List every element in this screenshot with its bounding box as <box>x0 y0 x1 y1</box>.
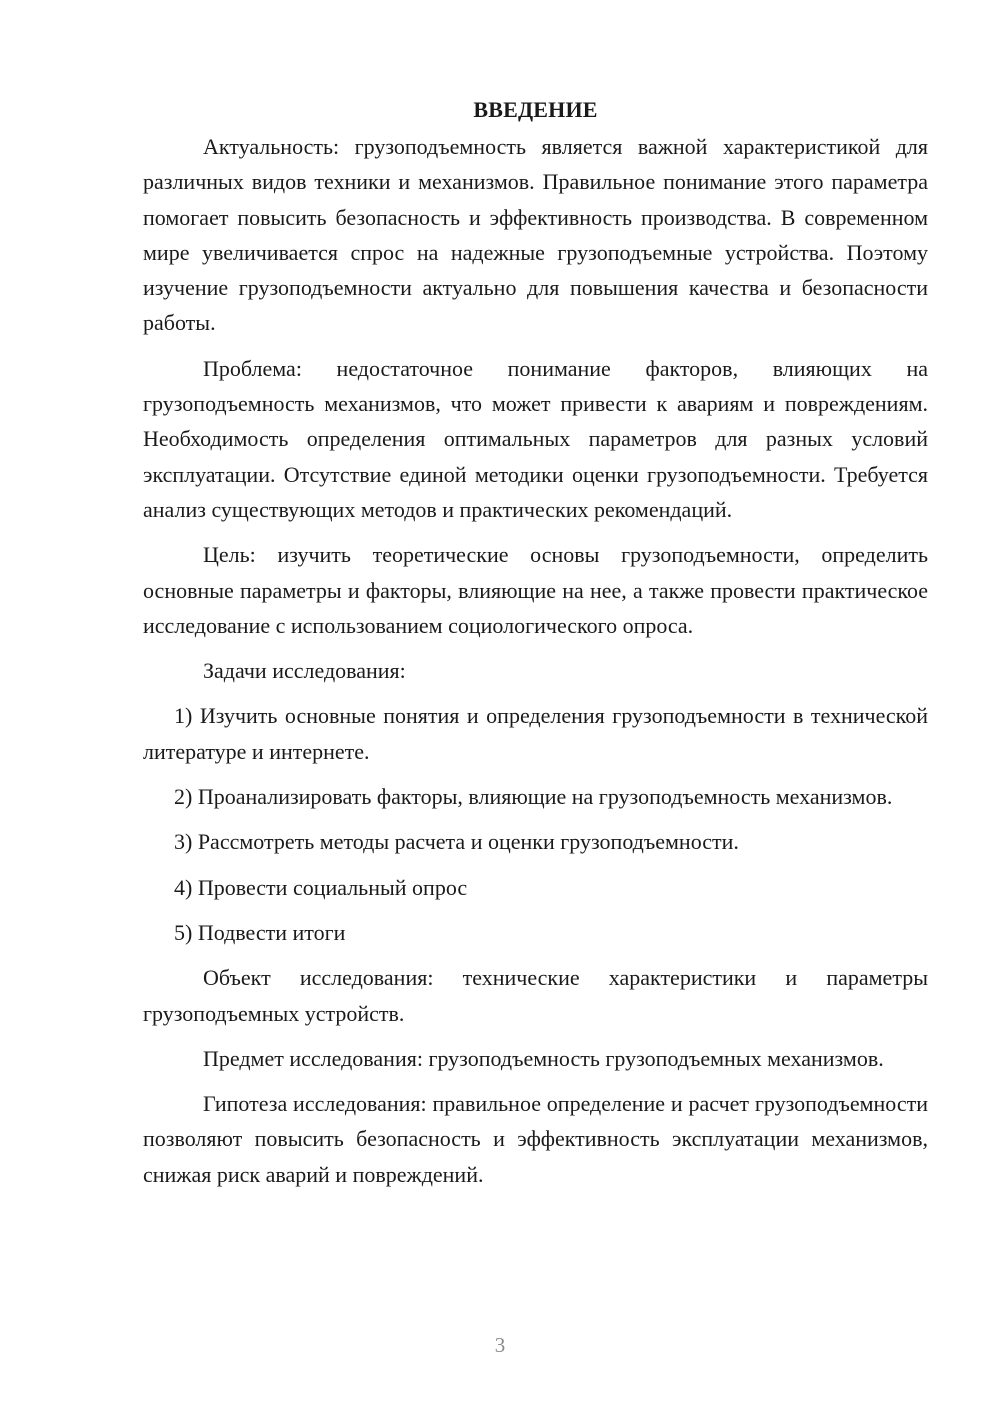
tasks-heading: Задачи исследования: <box>203 658 406 684</box>
task-item-3: 3) Рассмотреть методы расчета и оценки грузоподъемности. <box>174 829 739 855</box>
paragraph-goal: Цель: изучить теоретические основы грузоподъемности, определить основные параметры и факторы, влияющие на нее, а также провести практическое исследование с использованием социологического опроса. <box>143 542 928 638</box>
task-item-2: 2) Проанализировать факторы, влияющие на грузоподъемность механизмов. <box>174 784 893 810</box>
task-item-5: 5) Подвести итоги <box>174 919 346 945</box>
page-content <box>143 92 928 1202</box>
paragraph-relevance: Актуальность: грузоподъемность является важной характеристикой для различных видов техники и механизмов. Правильное понимание этого параметра помогает повысить безопасность и эффективность производства. В современном мире увеличивается спрос на надежные грузоподъемные устройства. Поэтому изучение грузоподъемности актуально для повышения качества и безопасности работы. <box>143 134 928 336</box>
task-item-4: 4) Провести социальный опрос <box>174 874 468 900</box>
paragraph-subject: Предмет исследования: грузоподъемность грузоподъемных механизмов. <box>203 1045 884 1071</box>
paragraph-problem: Проблема: недостаточное понимание факторов, влияющих на грузоподъемность механизмов, что может привести к авариям и повреждениям. Необходимость определения оптимальных параметров для разных условий эксплуатации. Отсутствие единой методики оценки грузоподъемности. Требуется анализ существующих методов и практических рекомендаций. <box>143 355 928 522</box>
page-number: 3 <box>494 1333 506 1357</box>
paragraph-hypothesis: Гипотеза исследования: правильное определение и расчет грузоподъемности позволяют повысить безопасность и эффективность эксплуатации механизмов, снижая риск аварий и повреждений. <box>143 1091 928 1187</box>
section-title: ВВЕДЕНИЕ <box>473 97 598 122</box>
task-item-1: 1) Изучить основные понятия и определения грузоподъемности в технической литературе и интернете. <box>143 703 928 764</box>
paragraph-object: Объект исследования: технические характеристики и параметры грузоподъемных устройств. <box>143 965 928 1026</box>
